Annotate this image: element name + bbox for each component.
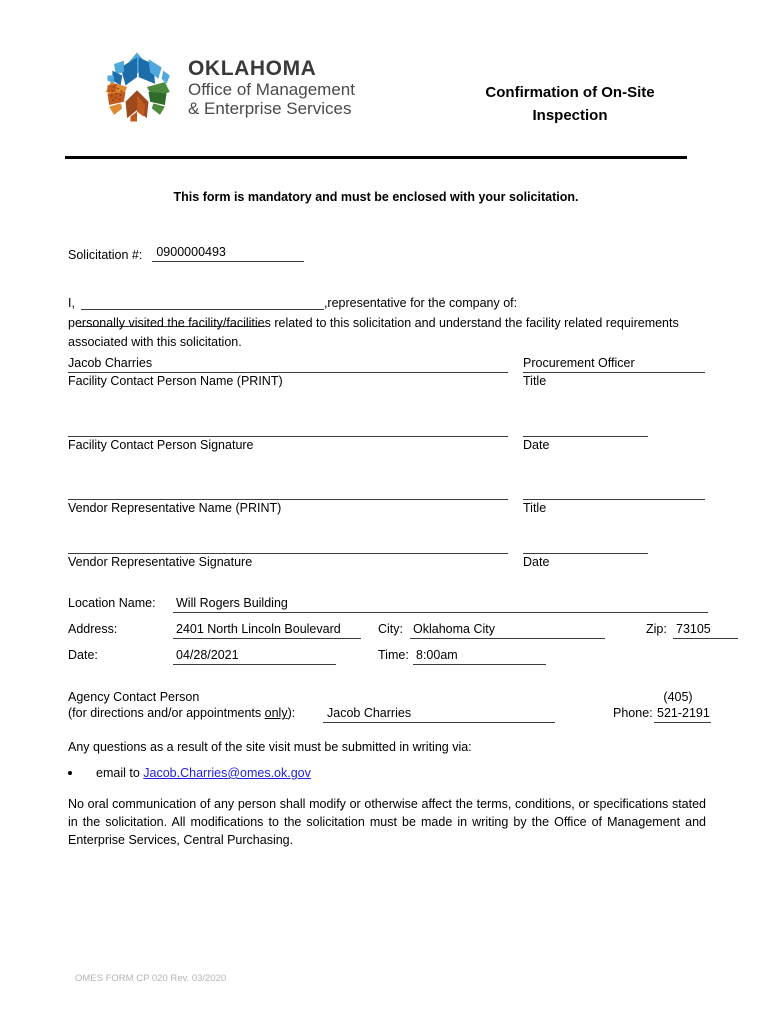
page-header: [0, 0, 770, 150]
representative-name-field[interactable]: [81, 293, 324, 310]
visit-time-field[interactable]: 8:00am: [413, 648, 546, 665]
brand-enterprise-services: & Enterprise Services: [188, 98, 352, 118]
vendor-name-value[interactable]: [68, 483, 508, 499]
location-name-row: [68, 596, 708, 622]
vendor-title-value[interactable]: [523, 483, 705, 499]
zip-label: Zip:: [646, 622, 667, 636]
zip-field[interactable]: 73105: [673, 622, 738, 639]
email-bullet-item: [68, 766, 311, 780]
form-footer: OMES FORM CP 020 Rev. 03/2020: [75, 973, 227, 984]
agency-contact-sublabel-post: ):: [287, 706, 296, 720]
agency-contact-only-emphasis: only: [264, 706, 288, 720]
visit-statement-paragraph: personally visited the facility/facilities related to this solicitation and understand the facility related requirements associated with this solicitation.: [68, 316, 679, 349]
facility-signature-line: [68, 436, 508, 437]
signature-right-group: [523, 356, 705, 388]
address-label: Address:: [68, 622, 118, 636]
vendor-date-value[interactable]: [523, 537, 648, 553]
vendor-date-caption: Date: [523, 555, 550, 569]
location-name-field[interactable]: Will Rogers Building: [173, 596, 708, 613]
signature-left-group: [68, 420, 508, 452]
brand-office-of-management: Office of Management: [188, 79, 355, 99]
brand-oklahoma: OKLAHOMA: [188, 56, 317, 80]
city-label: City:: [378, 622, 403, 636]
address-field[interactable]: 2401 North Lincoln Boulevard: [173, 622, 361, 639]
solicitation-label: Solicitation #:: [68, 248, 143, 262]
representative-mid-text: ,representative for the company of:: [323, 296, 518, 310]
vendor-title-caption: Title: [523, 501, 547, 515]
facility-contact-title-value[interactable]: Procurement Officer: [523, 356, 635, 370]
document-title-line2: Inspection: [532, 106, 608, 124]
header-divider-rule: [65, 156, 687, 159]
address-row: [68, 622, 711, 648]
document-title-line1: Confirmation of On-Site: [485, 84, 655, 101]
signature-right-group: [523, 483, 705, 515]
omes-pinwheel-logo-icon: [96, 46, 178, 128]
document-title: [420, 82, 720, 127]
date-time-row: [68, 648, 708, 674]
vendor-name-caption: Vendor Representative Name (PRINT): [68, 501, 282, 515]
signature-row: [68, 483, 708, 540]
signature-block-facility-name: [68, 356, 708, 413]
facility-date-line: [523, 436, 648, 437]
signature-block-facility-signature: [68, 420, 708, 477]
facility-contact-title-line: [523, 372, 705, 373]
disclaimer-paragraph: No oral communication of any person shall modify or otherwise affect the terms, conditions, or specifications stated in the solicitation. All modifications to the solicitation must be made in writing by the Office of Management and Enterprise Services, Central Purchasing.: [68, 797, 706, 847]
facility-contact-name-caption: Facility Contact Person Name (PRINT): [68, 374, 283, 388]
phone-area-code: (405): [663, 690, 693, 704]
solicitation-number-field[interactable]: 0900000493: [152, 245, 304, 262]
agency-contact-name-field[interactable]: Jacob Charries: [323, 706, 555, 723]
vendor-signature-line: [68, 553, 508, 554]
visit-time-label: Time:: [378, 648, 409, 662]
facility-signature-value[interactable]: [68, 420, 508, 436]
location-details-block: [68, 596, 711, 674]
vendor-date-line: [523, 553, 648, 554]
vendor-name-line: [68, 499, 508, 500]
vendor-title-line: [523, 499, 705, 500]
signature-right-group: [523, 537, 648, 569]
vendor-signature-caption: Vendor Representative Signature: [68, 555, 253, 569]
phone-number-field[interactable]: 521-2191: [654, 706, 711, 723]
solicitation-row: [68, 245, 304, 262]
i-label: I,: [68, 296, 75, 310]
facility-date-value[interactable]: [523, 420, 648, 436]
visit-date-field[interactable]: 04/28/2021: [173, 648, 336, 665]
agency-contact-sublabel-pre: (for directions and/or appointments: [68, 706, 265, 720]
signature-block-vendor-signature: [68, 537, 708, 594]
email-bullet-prefix: email to: [96, 766, 140, 780]
agency-wordmark: [188, 58, 355, 117]
vendor-signature-value[interactable]: [68, 537, 508, 553]
signature-row: [68, 537, 708, 594]
location-name-label: Location Name:: [68, 596, 156, 610]
facility-contact-name-line: [68, 372, 508, 373]
facility-date-caption: Date: [523, 438, 550, 452]
city-field[interactable]: Oklahoma City: [410, 622, 605, 639]
bullet-point-icon: [68, 771, 72, 775]
signature-block-vendor-name: [68, 483, 708, 540]
signature-row: [68, 356, 708, 413]
agency-contact-label: Agency Contact Person: [68, 690, 200, 704]
facility-contact-title-caption: Title: [523, 374, 547, 388]
questions-intro: Any questions as a result of the site visit must be submitted in writing via:: [68, 740, 472, 754]
facility-contact-name-value[interactable]: Jacob Charries: [68, 356, 153, 370]
signature-left-group: [68, 483, 508, 515]
agency-contact-sublabel: [68, 706, 295, 720]
signature-right-group: [523, 420, 648, 452]
visit-date-label: Date:: [68, 648, 98, 662]
agency-logo: [96, 46, 355, 128]
facility-signature-caption: Facility Contact Person Signature: [68, 438, 254, 452]
signature-row: [68, 420, 708, 477]
mandatory-notice: This form is mandatory and must be enclosed with your solicitation.: [173, 190, 579, 204]
signature-left-group: [68, 356, 508, 388]
contact-email-link[interactable]: Jacob.Charries@omes.ok.gov: [143, 766, 311, 780]
signature-left-group: [68, 537, 508, 569]
phone-label: Phone:: [613, 706, 653, 720]
